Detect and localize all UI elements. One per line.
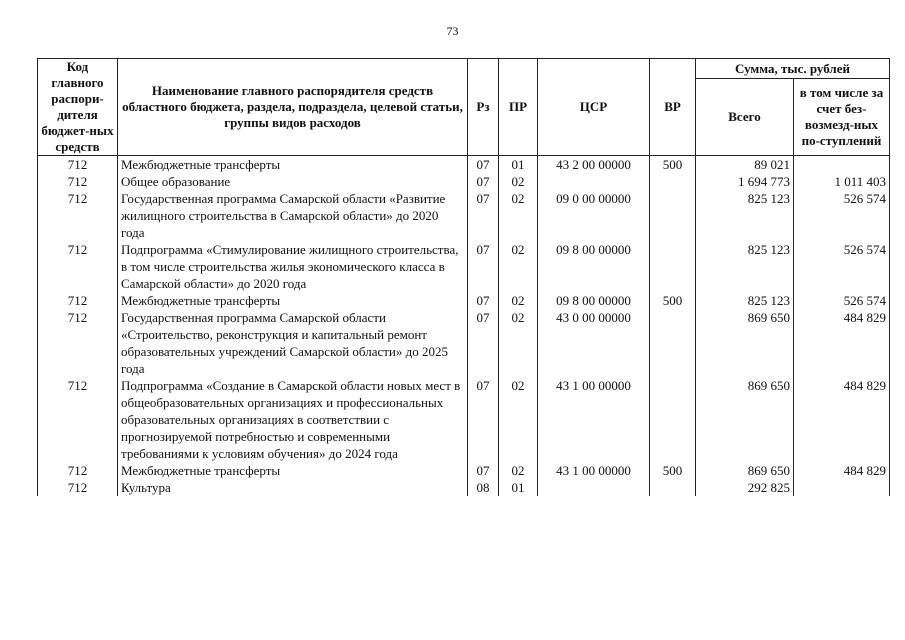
cell-total: 292 825 <box>696 479 794 496</box>
cell-name: Культура <box>118 479 468 496</box>
cell-code: 712 <box>38 173 118 190</box>
cell-rz: 07 <box>468 241 499 292</box>
cell-name: Межбюджетные трансферты <box>118 156 468 174</box>
cell-grants: 526 574 <box>794 292 890 309</box>
cell-code: 712 <box>38 241 118 292</box>
cell-vr <box>650 377 696 462</box>
cell-vr <box>650 241 696 292</box>
table-row <box>38 190 890 241</box>
header-name: Наименование главного распорядителя средств областного бюджета, раздела, подраздела, целевой статьи, группы видов расходов <box>118 59 468 156</box>
table-body <box>38 156 890 497</box>
header-csr: ЦСР <box>538 59 650 156</box>
table-row <box>38 156 890 174</box>
cell-code: 712 <box>38 292 118 309</box>
cell-rz: 08 <box>468 479 499 496</box>
cell-pr: 02 <box>499 309 538 377</box>
table-header <box>38 59 890 156</box>
header-total: Всего <box>696 79 794 156</box>
header-rz: Рз <box>468 59 499 156</box>
cell-rz: 07 <box>468 190 499 241</box>
cell-csr: 43 1 00 00000 <box>538 377 650 462</box>
cell-rz: 07 <box>468 292 499 309</box>
cell-grants: 484 829 <box>794 377 890 462</box>
cell-csr: 09 8 00 00000 <box>538 241 650 292</box>
cell-csr: 43 0 00 00000 <box>538 309 650 377</box>
cell-total: 825 123 <box>696 190 794 241</box>
cell-vr: 500 <box>650 462 696 479</box>
cell-code: 712 <box>38 309 118 377</box>
cell-vr <box>650 190 696 241</box>
cell-name: Государственная программа Самарской области «Развитие жилищного строительства в Самарской области» до 2020 года <box>118 190 468 241</box>
cell-csr: 09 8 00 00000 <box>538 292 650 309</box>
cell-rz: 07 <box>468 173 499 190</box>
cell-rz: 07 <box>468 377 499 462</box>
cell-grants <box>794 156 890 174</box>
cell-csr: 09 0 00 00000 <box>538 190 650 241</box>
cell-total: 869 650 <box>696 377 794 462</box>
cell-grants: 526 574 <box>794 190 890 241</box>
cell-total: 869 650 <box>696 462 794 479</box>
table-row <box>38 479 890 496</box>
header-code: Код главного распори-дителя бюджет-ных средств <box>38 59 118 156</box>
cell-csr: 43 1 00 00000 <box>538 462 650 479</box>
table-row <box>38 462 890 479</box>
cell-name: Государственная программа Самарской области «Строительство, реконструкция и капитальный ремонт образовательных учреждений Самарской области» до 2025 года <box>118 309 468 377</box>
cell-pr: 02 <box>499 190 538 241</box>
cell-pr: 02 <box>499 292 538 309</box>
budget-table <box>37 58 890 496</box>
cell-grants <box>794 479 890 496</box>
cell-vr <box>650 479 696 496</box>
cell-pr: 02 <box>499 377 538 462</box>
cell-csr <box>538 173 650 190</box>
cell-pr: 02 <box>499 173 538 190</box>
table-row <box>38 309 890 377</box>
page-number: 73 <box>446 24 459 38</box>
cell-csr <box>538 479 650 496</box>
cell-vr: 500 <box>650 292 696 309</box>
cell-vr: 500 <box>650 156 696 174</box>
cell-code: 712 <box>38 190 118 241</box>
cell-rz: 07 <box>468 309 499 377</box>
cell-total: 825 123 <box>696 292 794 309</box>
cell-total: 89 021 <box>696 156 794 174</box>
cell-rz: 07 <box>468 156 499 174</box>
cell-total: 825 123 <box>696 241 794 292</box>
table-row <box>38 377 890 462</box>
cell-pr: 01 <box>499 156 538 174</box>
cell-code: 712 <box>38 462 118 479</box>
table-row <box>38 292 890 309</box>
header-sum-group: Сумма, тыс. рублей <box>696 59 890 79</box>
cell-pr: 01 <box>499 479 538 496</box>
cell-total: 869 650 <box>696 309 794 377</box>
cell-code: 712 <box>38 479 118 496</box>
cell-code: 712 <box>38 377 118 462</box>
cell-name: Межбюджетные трансферты <box>118 462 468 479</box>
cell-name: Подпрограмма «Создание в Самарской области новых мест в общеобразовательных организациях и профессиональных образовательных организациях в соответствии с прогнозируемой потребностью и современными требованиями к условиям обучения» до 2024 года <box>118 377 468 462</box>
header-vr: ВР <box>650 59 696 156</box>
table-row <box>38 173 890 190</box>
cell-pr: 02 <box>499 462 538 479</box>
cell-grants: 484 829 <box>794 462 890 479</box>
cell-rz: 07 <box>468 462 499 479</box>
header-pr: ПР <box>499 59 538 156</box>
cell-grants: 1 011 403 <box>794 173 890 190</box>
table-row <box>38 241 890 292</box>
cell-grants: 484 829 <box>794 309 890 377</box>
cell-vr <box>650 309 696 377</box>
cell-name: Подпрограмма «Стимулирование жилищного строительства, в том числе строительства жилья экономического класса в Самарской области» до 2020 года <box>118 241 468 292</box>
cell-csr: 43 2 00 00000 <box>538 156 650 174</box>
cell-pr: 02 <box>499 241 538 292</box>
cell-name: Межбюджетные трансферты <box>118 292 468 309</box>
header-grants: в том числе за счет без-возмезд-ных по-ступлений <box>794 79 890 156</box>
cell-name: Общее образование <box>118 173 468 190</box>
cell-grants: 526 574 <box>794 241 890 292</box>
cell-vr <box>650 173 696 190</box>
cell-total: 1 694 773 <box>696 173 794 190</box>
cell-code: 712 <box>38 156 118 174</box>
